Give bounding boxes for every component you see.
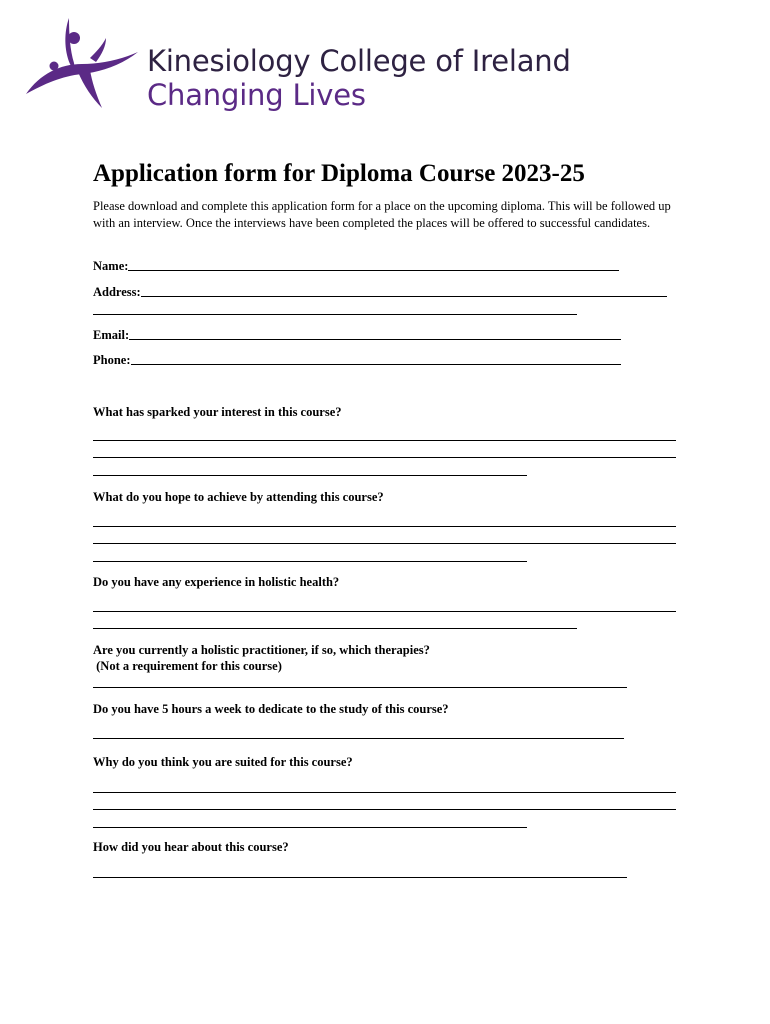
- answer-line[interactable]: [93, 809, 676, 810]
- answer-line[interactable]: [93, 687, 627, 688]
- question-interest: What has sparked your interest in this course?: [93, 405, 342, 419]
- question-experience: Do you have any experience in holistic health?: [93, 575, 340, 589]
- question-hear: How did you hear about this course?: [93, 840, 289, 854]
- phone-label: Phone:: [93, 353, 131, 367]
- answer-line[interactable]: [93, 561, 527, 562]
- answer-line[interactable]: [93, 792, 676, 793]
- answer-line[interactable]: [93, 738, 624, 739]
- org-tagline: Changing Lives: [147, 78, 366, 112]
- org-name: Kinesiology College of Ireland: [147, 44, 571, 78]
- address-input-line[interactable]: [141, 296, 667, 297]
- name-field[interactable]: [93, 258, 619, 274]
- form-title: Application form for Diploma Course 2023-25: [93, 160, 585, 187]
- answer-line[interactable]: [93, 877, 627, 878]
- address-label: Address:: [93, 285, 141, 299]
- answer-line[interactable]: [93, 827, 527, 828]
- answer-line[interactable]: [93, 611, 676, 612]
- answer-line[interactable]: [93, 475, 527, 476]
- answer-line[interactable]: [93, 440, 676, 441]
- answer-line[interactable]: [93, 543, 676, 544]
- dancing-figure-logo-icon: [20, 14, 160, 114]
- answer-line[interactable]: [93, 526, 676, 527]
- phone-field[interactable]: [93, 352, 621, 368]
- answer-line[interactable]: [93, 457, 676, 458]
- question-practitioner-note: (Not a requirement for this course): [93, 659, 282, 673]
- question-achieve: What do you hope to achieve by attending this course?: [93, 490, 384, 504]
- email-field[interactable]: [93, 327, 621, 343]
- name-label: Name:: [93, 259, 129, 273]
- form-intro: Please download and complete this application form for a place on the upcoming diploma. This will be followed up with an interview. Once the interviews have been completed the places will be offered to successful candidates.: [93, 199, 671, 230]
- answer-line[interactable]: [93, 628, 577, 629]
- email-label: Email:: [93, 328, 130, 342]
- address-field[interactable]: [93, 284, 667, 300]
- address-input-line-2[interactable]: [93, 314, 577, 315]
- question-suited: Why do you think you are suited for this course?: [93, 755, 353, 769]
- name-input-line[interactable]: [128, 270, 619, 271]
- question-hours: Do you have 5 hours a week to dedicate to the study of this course?: [93, 702, 449, 716]
- question-practitioner: Are you currently a holistic practitioner, if so, which therapies?: [93, 643, 430, 657]
- phone-input-line[interactable]: [131, 364, 621, 365]
- email-input-line[interactable]: [129, 339, 621, 340]
